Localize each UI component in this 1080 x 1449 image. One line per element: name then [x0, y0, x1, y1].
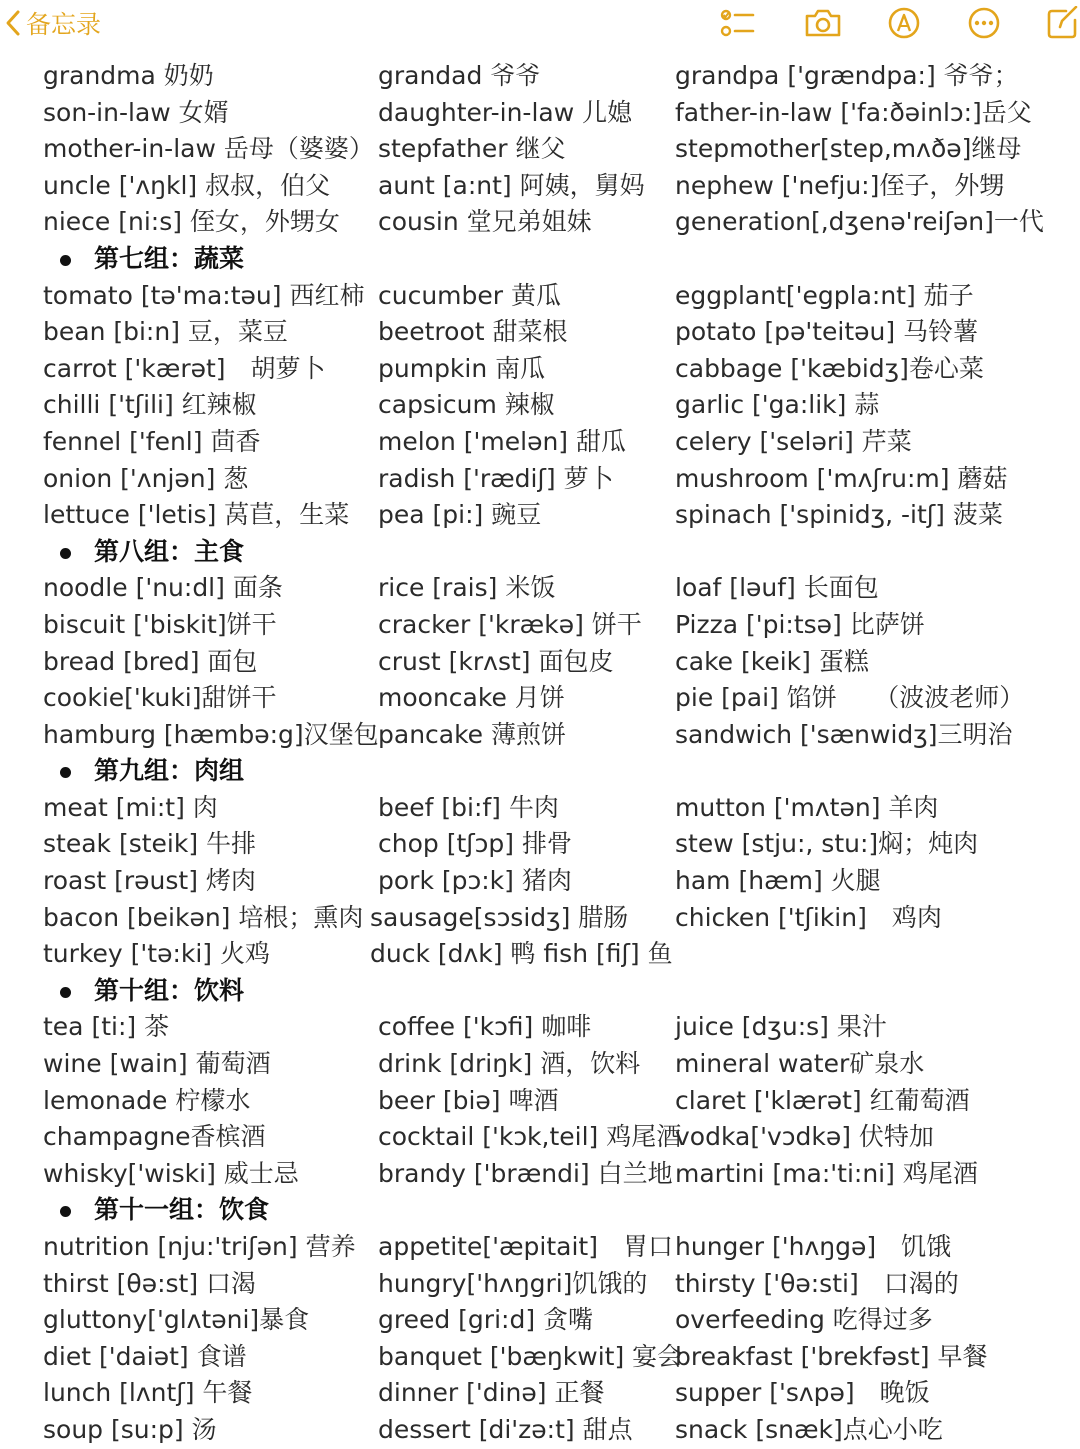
vocab-entry: diet ['daiət] 食谱: [43, 1341, 247, 1371]
vocab-entry: supper ['sʌpə] 晚饭: [675, 1378, 930, 1408]
vocab-row: [0, 1119, 1080, 1156]
vocab-entry: capsicum 辣椒: [378, 390, 555, 420]
vocab-entry: daughter-in-law 儿媳: [378, 97, 633, 127]
vocab-entry: bean [bi:n] 豆，菜豆: [43, 317, 288, 347]
vocab-row: [0, 58, 1080, 95]
vocab-entry: tea [ti:] 茶: [43, 1012, 170, 1042]
vocab-row: [0, 790, 1080, 827]
section-heading: [0, 241, 1080, 278]
vocab-row: [0, 497, 1080, 534]
vocab-entry: brandy ['brændi] 白兰地: [378, 1158, 673, 1188]
camera-icon[interactable]: [803, 6, 843, 40]
vocab-entry: bacon [beikən] 培根；熏肉: [43, 902, 364, 932]
vocab-entry: pumpkin 南瓜: [378, 353, 546, 383]
vocab-entry: mineral water矿泉水: [675, 1049, 925, 1079]
vocab-row: [0, 863, 1080, 900]
vocab-entry: coffee ['kɔfi] 咖啡: [378, 1012, 592, 1042]
vocab-row: [0, 607, 1080, 644]
vocab-row: [0, 936, 1080, 973]
vocab-entry: radish ['rædiʃ] 萝卜: [378, 463, 614, 493]
vocab-row: [0, 204, 1080, 241]
vocab-entry: pea [pi:] 豌豆: [378, 500, 542, 530]
vocab-entry: roast [rəust] 烤肉: [43, 866, 256, 896]
vocab-entry: niece [ni:s] 侄女，外甥女: [43, 207, 340, 237]
compose-icon[interactable]: [1046, 6, 1080, 40]
vocab-entry: dessert [di'zə:t] 甜点: [378, 1414, 633, 1444]
vocab-row: [0, 278, 1080, 315]
vocab-entry: nephew ['nefju:]侄子，外甥: [675, 170, 1005, 200]
vocab-entry: biscuit ['biskit]饼干: [43, 609, 277, 639]
vocab-row: [0, 314, 1080, 351]
vocab-row: [0, 570, 1080, 607]
bullet-dot: [60, 987, 71, 998]
vocab-row: [0, 1009, 1080, 1046]
vocab-entry: loaf [ləuf] 长面包: [675, 573, 879, 603]
vocab-entry: cabbage ['kæbidʒ]卷心菜: [675, 353, 984, 383]
vocab-row: [0, 351, 1080, 388]
vocab-entry: cookie['kuki]甜饼干: [43, 683, 277, 713]
vocab-entry: snack [snæk]点心小吃: [675, 1414, 943, 1444]
back-button[interactable]: [4, 6, 101, 40]
vocab-entry: pancake 薄煎饼: [378, 719, 567, 749]
vocab-entry: crust [krʌst] 面包皮: [378, 646, 614, 676]
section-title: 第十一组：饮食: [94, 1195, 270, 1225]
vocab-entry: overfeeding 吃得过多: [675, 1305, 933, 1335]
vocab-entry: beef [bi:f] 牛肉: [378, 792, 559, 822]
vocab-entry: chilli ['tʃili] 红辣椒: [43, 390, 257, 420]
vocab-entry: generation[,dʒenə'reiʃən]一代: [675, 207, 1044, 237]
vocab-entry: celery ['seləri] 芹菜: [675, 426, 912, 456]
bullet-dot: [60, 1206, 71, 1217]
vocab-entry: cracker ['krækə] 饼干: [378, 609, 642, 639]
vocab-entry: rice [rais] 米饭: [378, 573, 556, 603]
vocab-entry: sausage[sɔsidʒ] 腊肠: [370, 902, 629, 932]
vocab-entry: claret ['klærət] 红葡萄酒: [675, 1085, 970, 1115]
navigation-bar: [0, 0, 1080, 46]
markup-pen-icon[interactable]: [886, 6, 922, 40]
vocab-entry: dinner ['dinə] 正餐: [378, 1378, 605, 1408]
more-icon[interactable]: [966, 6, 1002, 40]
vocab-row: [0, 387, 1080, 424]
vocab-entry: grandma 奶奶: [43, 61, 214, 90]
vocab-row: [0, 1339, 1080, 1376]
vocab-entry: mutton ['mʌtən] 羊肉: [675, 792, 939, 822]
vocab-entry: lemonade 柠檬水: [43, 1085, 251, 1115]
vocab-entry: drink [driŋk] 酒，饮料: [378, 1049, 641, 1079]
vocab-entry: nutrition [nju:'triʃən] 营养: [43, 1232, 356, 1261]
section-title: 第十组：饮料: [94, 975, 245, 1005]
vocab-row: [0, 1375, 1080, 1412]
vocab-entry: aunt [a:nt] 阿姨，舅妈: [378, 170, 645, 200]
vocab-entry: cocktail ['kɔk,teil] 鸡尾酒: [378, 1122, 682, 1152]
section-title: 第八组：主食: [94, 536, 245, 566]
vocab-entry: beetroot 甜菜根: [378, 317, 568, 347]
vocab-entry: father-in-law ['fa:ðəinlɔ:]岳父: [675, 97, 1032, 127]
vocab-entry: son-in-law 女婿: [43, 97, 229, 127]
vocab-entry: chicken ['tʃikin] 鸡肉: [675, 902, 942, 932]
vocab-entry: Pizza ['pi:tsə] 比萨饼: [675, 609, 925, 639]
bullet-dot: [60, 548, 71, 559]
back-label: 备忘录: [26, 10, 102, 39]
vocab-entry: bread [bred] 面包: [43, 646, 258, 676]
vocab-row: [0, 424, 1080, 461]
vocab-row: [0, 461, 1080, 498]
vocab-entry: turkey ['tə:ki] 火鸡: [43, 939, 270, 969]
vocab-entry: martini [ma:'ti:ni] 鸡尾酒: [675, 1158, 978, 1188]
vocab-entry: uncle ['ʌŋkl] 叔叔，伯父: [43, 170, 331, 200]
vocab-entry: stepfather 继父: [378, 134, 566, 164]
vocab-row: [0, 644, 1080, 681]
note-body[interactable]: [0, 58, 1080, 1449]
section-heading: [0, 753, 1080, 790]
vocab-entry: cousin 堂兄弟姐妹: [378, 207, 592, 237]
vocab-entry: cake [keik] 蛋糕: [675, 646, 869, 676]
vocab-row: [0, 168, 1080, 205]
vocab-entry: fennel ['fenl] 茴香: [43, 426, 261, 456]
vocab-entry: onion ['ʌnjən] 葱: [43, 463, 249, 493]
vocab-entry: noodle ['nu:dl] 面条: [43, 573, 283, 603]
vocab-row: [0, 900, 1080, 937]
vocab-entry: potato [pə'teitəu] 马铃薯: [675, 317, 979, 347]
vocab-row: [0, 95, 1080, 132]
vocab-entry: spinach ['spinidʒ, -itʃ] 菠菜: [675, 500, 1003, 530]
vocab-entry: appetite['æpitait] 胃口: [378, 1232, 673, 1261]
vocab-entry: whisky['wiski] 威士忌: [43, 1158, 299, 1188]
vocab-entry: stew [stju:, stu:]焖；炖肉: [675, 829, 979, 859]
vocab-entry: champagne香槟酒: [43, 1122, 266, 1152]
vocab-entry: duck [dʌk] 鸭 fish [fiʃ] 鱼: [370, 939, 673, 969]
vocab-entry: banquet ['bæŋkwit] 宴会: [378, 1341, 683, 1371]
section-title: 第九组：肉组: [94, 756, 245, 786]
vocab-entry: vodka['vɔdkə] 伏特加: [675, 1122, 934, 1152]
vocab-entry: thirsty ['θə:sti] 口渴的: [675, 1268, 959, 1298]
section-heading: [0, 1192, 1080, 1229]
vocab-entry: stepmother[step,mʌðə]继母: [675, 134, 1022, 164]
vocab-entry: hungry['hʌŋgri]饥饿的: [378, 1268, 648, 1298]
vocab-entry: sandwich ['sænwidʒ]三明治: [675, 719, 1013, 749]
vocab-entry: garlic ['ga:lik] 蒜: [675, 390, 880, 420]
vocab-entry: eggplant['egpla:nt] 茄子: [675, 280, 974, 310]
vocab-entry: greed [gri:d] 贪嘴: [378, 1305, 594, 1335]
bullet-dot: [60, 255, 71, 266]
vocab-entry: meat [mi:t] 肉: [43, 792, 218, 822]
vocab-entry: gluttony['glʌtəni]暴食: [43, 1305, 310, 1335]
vocab-entry: mushroom ['mʌʃru:m] 蘑菇: [675, 463, 1008, 493]
vocab-row: [0, 1083, 1080, 1120]
vocab-entry: cucumber 黄瓜: [378, 280, 562, 310]
vocab-entry: chop [tʃɔp] 排骨: [378, 829, 572, 859]
vocab-entry: mother-in-law 岳母（婆婆）: [43, 134, 374, 164]
section-title: 第七组：蔬菜: [94, 243, 245, 273]
vocab-entry: beer [biə] 啤酒: [378, 1085, 559, 1115]
vocab-row: [0, 680, 1080, 717]
checklist-icon[interactable]: [720, 6, 756, 40]
vocab-row: [0, 131, 1080, 168]
vocab-entry: mooncake 月饼: [378, 683, 565, 713]
vocab-entry: juice [dʒu:s] 果汁: [675, 1012, 887, 1042]
vocab-row: [0, 1229, 1080, 1266]
vocab-entry: grandpa ['grændpa:] 爷爷；: [675, 61, 1019, 90]
section-heading: [0, 534, 1080, 571]
vocab-entry: soup [su:p] 汤: [43, 1414, 217, 1444]
vocab-row: [0, 1302, 1080, 1339]
vocab-entry: lunch [lʌntʃ] 午餐: [43, 1378, 253, 1408]
vocab-row: [0, 717, 1080, 754]
vocab-entry: melon ['melən] 甜瓜: [378, 426, 626, 456]
vocab-entry: pie [pai] 馅饼 （波波老师）: [675, 683, 1025, 713]
vocab-entry: steak [steik] 牛排: [43, 829, 257, 859]
vocab-entry: hamburg [hæmbə:g]汉堡包: [43, 719, 379, 749]
vocab-row: [0, 826, 1080, 863]
vocab-entry: pork [pɔ:k] 猪肉: [378, 866, 572, 896]
vocab-row: [0, 1156, 1080, 1193]
vocab-entry: hunger ['hʌŋgə] 饥饿: [675, 1232, 952, 1261]
vocab-row: [0, 1046, 1080, 1083]
vocab-entry: carrot ['kærət] 胡萝卜: [43, 353, 326, 383]
section-heading: [0, 973, 1080, 1010]
vocab-row: [0, 1266, 1080, 1303]
vocab-entry: tomato [tə'ma:təu] 西红柿: [43, 280, 365, 310]
vocab-entry: lettuce ['letis] 莴苣，生菜: [43, 500, 350, 530]
bullet-dot: [60, 767, 71, 778]
vocab-entry: grandad 爷爷: [378, 61, 541, 90]
vocab-entry: thirst [θə:st] 口渴: [43, 1268, 257, 1298]
chevron-left-icon: [4, 9, 22, 37]
vocab-row: [0, 1412, 1080, 1449]
vocab-entry: wine [wain] 葡萄酒: [43, 1049, 271, 1079]
vocab-entry: ham [hæm] 火腿: [675, 866, 881, 896]
vocab-entry: breakfast ['brekfəst] 早餐: [675, 1341, 988, 1371]
